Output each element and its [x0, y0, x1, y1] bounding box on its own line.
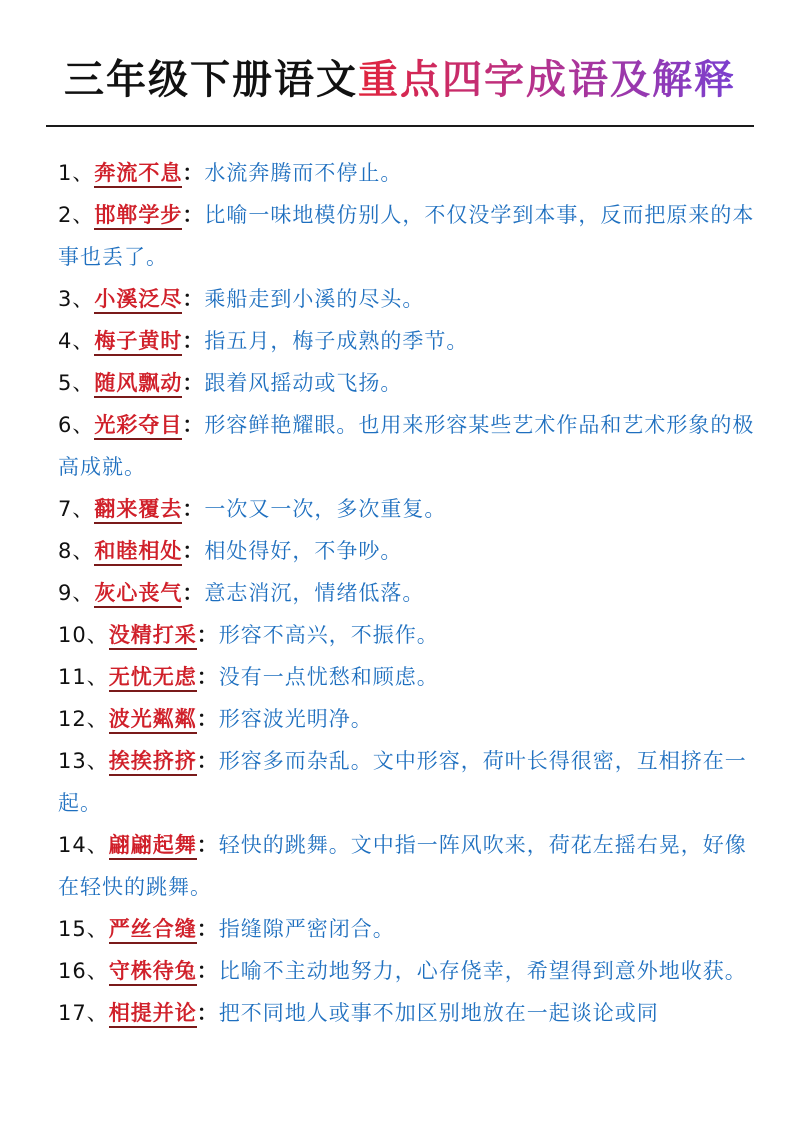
item-number: 7、 [58, 497, 95, 521]
item-number: 1、 [58, 161, 95, 185]
item-colon: ： [182, 161, 205, 185]
list-item [58, 908, 758, 950]
idiom-term: 没精打采 [109, 623, 197, 650]
idiom-term: 翻来覆去 [94, 497, 182, 524]
item-number: 9、 [58, 581, 95, 605]
item-colon: ： [182, 203, 205, 227]
item-number: 4、 [58, 329, 95, 353]
item-colon: ： [182, 581, 205, 605]
idiom-definition: 一次又一次，多次重复。 [204, 497, 447, 521]
idiom-term: 守株待兔 [109, 959, 197, 986]
item-colon: ： [182, 413, 205, 437]
item-colon: ： [196, 959, 219, 983]
idiom-definition: 意志消沉，情绪低落。 [204, 581, 425, 605]
list-item [58, 740, 758, 824]
list-item [58, 404, 758, 488]
item-number: 2、 [58, 203, 95, 227]
idiom-term: 奔流不息 [94, 161, 182, 188]
item-number: 10、 [58, 623, 109, 647]
idiom-definition: 形容波光明净。 [218, 707, 373, 731]
idiom-definition: 把不同地人或事不加区别地放在一起谈论或同 [218, 1001, 659, 1025]
item-number: 5、 [58, 371, 95, 395]
idiom-definition: 比喻一味地模仿别人，不仅没学到本事，反而把原来的本事也丢了。 [58, 203, 755, 269]
idiom-definition: 形容不高兴，不振作。 [218, 623, 439, 647]
list-item [58, 488, 758, 530]
list-item [58, 572, 758, 614]
idiom-term: 相提并论 [109, 1001, 197, 1028]
item-number: 14、 [58, 833, 109, 857]
idiom-term: 光彩夺目 [94, 413, 182, 440]
idiom-term: 挨挨挤挤 [109, 749, 197, 776]
item-colon: ： [196, 917, 219, 941]
page-title [0, 52, 800, 108]
item-number: 11、 [58, 665, 109, 689]
title-part-gradient: 重点四字成语及解释 [358, 57, 736, 103]
item-colon: ： [196, 749, 219, 773]
idiom-definition: 乘船走到小溪的尽头。 [204, 287, 425, 311]
item-colon: ： [182, 497, 205, 521]
idiom-definition: 指缝隙严密闭合。 [218, 917, 395, 941]
item-colon: ： [196, 623, 219, 647]
item-colon: ： [182, 539, 205, 563]
list-item [58, 950, 758, 992]
item-number: 8、 [58, 539, 95, 563]
idiom-term: 和睦相处 [94, 539, 182, 566]
item-number: 15、 [58, 917, 109, 941]
item-colon: ： [182, 287, 205, 311]
idiom-definition: 比喻不主动地努力，心存侥幸，希望得到意外地收获。 [218, 959, 747, 983]
item-colon: ： [196, 707, 219, 731]
item-colon: ： [182, 371, 205, 395]
item-colon: ： [182, 329, 205, 353]
list-item [58, 656, 758, 698]
idiom-definition: 相处得好，不争吵。 [204, 539, 403, 563]
list-item [58, 614, 758, 656]
idiom-definition: 跟着风摇动或飞扬。 [204, 371, 403, 395]
idiom-term: 翩翩起舞 [109, 833, 197, 860]
list-item [58, 698, 758, 740]
item-colon: ： [196, 665, 219, 689]
idiom-term: 梅子黄时 [94, 329, 182, 356]
item-colon: ： [196, 833, 219, 857]
item-number: 17、 [58, 1001, 109, 1025]
idiom-term: 小溪泛尽 [94, 287, 182, 314]
idiom-definition: 形容鲜艳耀眼。也用来形容某些艺术作品和艺术形象的极高成就。 [58, 413, 755, 479]
list-item [58, 152, 758, 194]
idiom-definition: 水流奔腾而不停止。 [204, 161, 403, 185]
title-part-black: 三年级下册语文 [64, 57, 358, 103]
item-number: 3、 [58, 287, 95, 311]
list-item [58, 278, 758, 320]
list-item [58, 320, 758, 362]
item-number: 13、 [58, 749, 109, 773]
list-item [58, 362, 758, 404]
list-item [58, 992, 758, 1034]
idiom-term: 邯郸学步 [94, 203, 182, 230]
item-colon: ： [196, 1001, 219, 1025]
idiom-definition: 指五月，梅子成熟的季节。 [204, 329, 469, 353]
idiom-term: 灰心丧气 [94, 581, 182, 608]
idiom-term: 随风飘动 [94, 371, 182, 398]
list-item [58, 824, 758, 908]
idiom-definition: 轻快的跳舞。文中指一阵风吹来，荷花左摇右晃，好像在轻快的跳舞。 [58, 833, 747, 899]
list-item [58, 530, 758, 572]
idiom-term: 无忧无虑 [109, 665, 197, 692]
idiom-definition: 没有一点忧愁和顾虑。 [218, 665, 439, 689]
item-number: 6、 [58, 413, 95, 437]
title-divider [46, 125, 754, 127]
idiom-list [58, 152, 758, 1034]
idiom-term: 波光粼粼 [109, 707, 197, 734]
item-number: 16、 [58, 959, 109, 983]
idiom-definition: 形容多而杂乱。文中形容，荷叶长得很密，互相挤在一起。 [58, 749, 747, 815]
list-item [58, 194, 758, 278]
idiom-term: 严丝合缝 [109, 917, 197, 944]
item-number: 12、 [58, 707, 109, 731]
